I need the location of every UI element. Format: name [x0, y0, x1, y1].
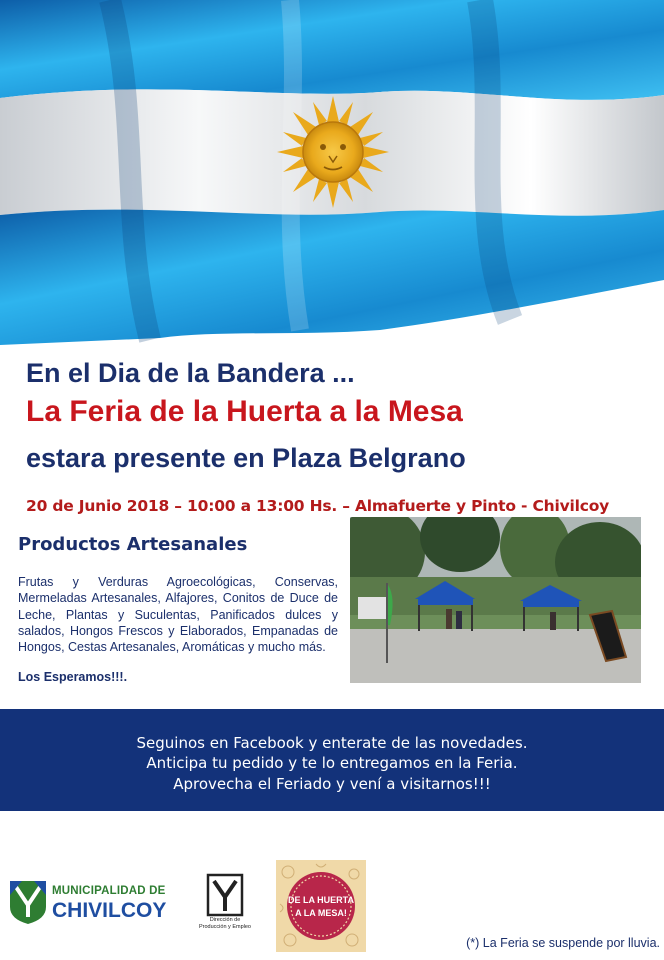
municipalidad-logo [8, 879, 184, 925]
direccion-emblem-icon [206, 873, 244, 917]
closing-text: Los Esperamos!!!. [18, 670, 128, 684]
shield-icon [8, 879, 48, 925]
band-line-3: Aprovecha el Feriado y vení a visitarnos!!! [173, 775, 491, 793]
huerta-logo-text-2: A LA MESA! [295, 908, 347, 918]
direccion-label-2: Producción y Empleo [199, 923, 251, 930]
huerta-a-la-mesa-logo [276, 860, 366, 952]
huerta-logo-text-1: DE LA HUERTA [288, 895, 354, 905]
argentina-flag-banner [0, 0, 664, 345]
direccion-label-1: Dirección de [209, 917, 241, 923]
headline-line-2: La Feria de la Huerta a la Mesa [26, 395, 463, 428]
products-description: Frutas y Verduras Agroecológicas, Conservas, Mermeladas Artesanales, Alfajores, Conitos de Duce de Leche, Plantas y Suculentas, Panificados dulces y salados, Hongos Frescos y Elaborados, Empanadas de Hongos, Cestas Artesanales, Aromáticas y mucho más. [18, 575, 338, 655]
band-line-1: Seguinos en Facebook y enterate de las novedades. [136, 734, 528, 752]
rain-footnote: (*) La Feria se suspende por lluvia. [466, 936, 660, 950]
headline-line-1: En el Dia de la Bandera ... [26, 358, 355, 388]
social-info-band [0, 709, 664, 811]
municipal-name-top: MUNICIPALIDAD DE [52, 885, 166, 897]
direccion-produccion-logo [193, 873, 257, 939]
municipal-name-bottom: CHIVILCOY [52, 899, 167, 922]
products-title: Productos Artesanales [18, 534, 248, 555]
band-line-2: Anticipa tu pedido y te lo entregamos en la Feria. [146, 754, 518, 772]
headline-line-3: estara presente en Plaza Belgrano [26, 443, 466, 473]
event-details: 20 de Junio 2018 – 10:00 a 13:00 Hs. – Almafuerte y Pinto - Chivilcoy [26, 497, 610, 515]
fair-photo [350, 517, 641, 683]
